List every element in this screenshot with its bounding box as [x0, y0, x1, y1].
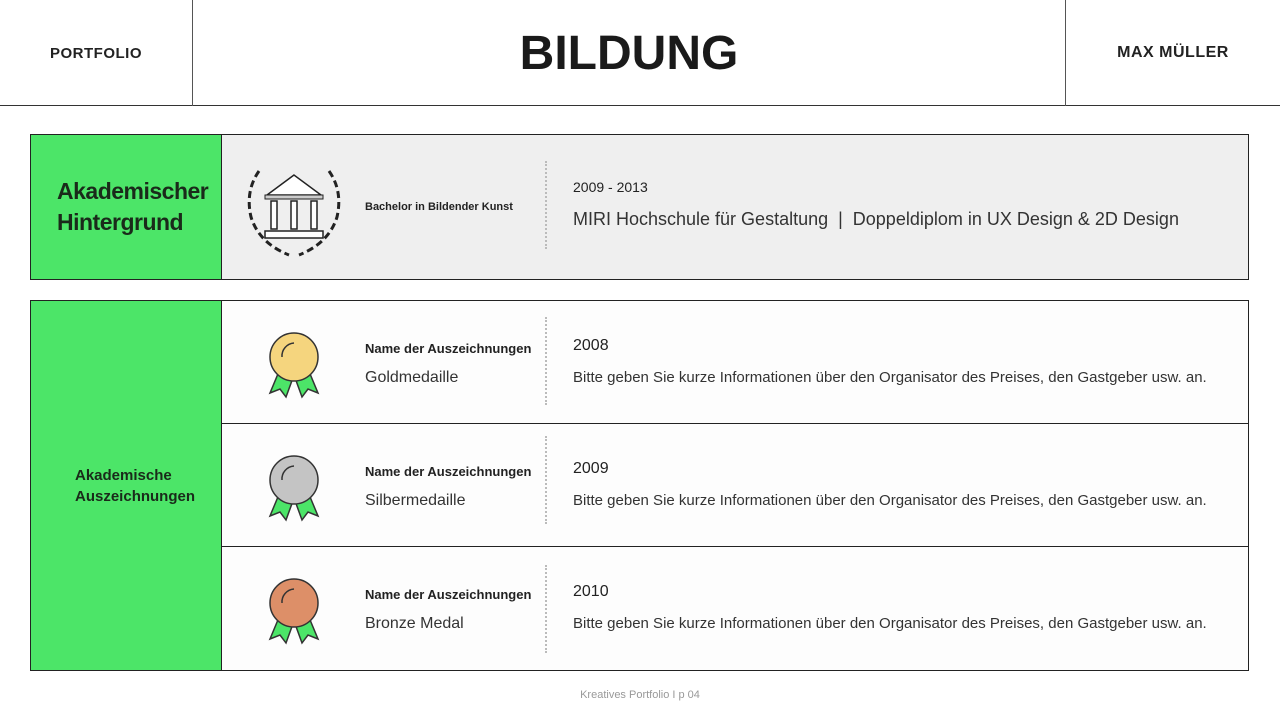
- section-label: Akademischer Hintergrund: [31, 135, 222, 279]
- divider: [545, 161, 547, 249]
- degree: Bachelor in Bildender Kunst: [365, 201, 513, 213]
- header: [0, 0, 1280, 106]
- university-laurel-icon: [239, 163, 349, 259]
- award-info: Bitte geben Sie kurze Informationen über den Organisator des Preises, den Gastgeber usw. an.: [573, 369, 1207, 386]
- silver-medal-icon: [266, 454, 322, 522]
- divider: [545, 436, 547, 524]
- award-name-label: Name der Auszeichnungen: [365, 587, 532, 602]
- award-name: Silbermedaille: [365, 492, 466, 509]
- awards-section: [30, 300, 1249, 671]
- award-name-label: Name der Auszeichnungen: [365, 464, 532, 479]
- award-row: [222, 547, 1248, 670]
- page-title: BILDUNG: [519, 26, 739, 80]
- bronze-medal-icon: [266, 577, 322, 645]
- portfolio-label: PORTFOLIO: [0, 0, 193, 106]
- award-name: Bronze Medal: [365, 615, 464, 632]
- academic-background-section: [30, 134, 1249, 280]
- author-name: MAX MÜLLER: [1065, 0, 1280, 106]
- award-info: Bitte geben Sie kurze Informationen über den Organisator des Preises, den Gastgeber usw. an.: [573, 492, 1207, 509]
- award-row: [222, 424, 1248, 547]
- award-row: [222, 301, 1248, 424]
- gold-medal-icon: [266, 331, 322, 399]
- award-year: 2008: [573, 337, 609, 354]
- award-year: 2009: [573, 460, 609, 477]
- section-label: Akademische Auszeichnungen: [31, 301, 222, 670]
- award-name: Goldmedaille: [365, 369, 459, 386]
- years: 2009 - 2013: [573, 179, 648, 195]
- divider: [545, 565, 547, 653]
- award-year: 2010: [573, 583, 609, 600]
- award-info: Bitte geben Sie kurze Informationen über den Organisator des Preises, den Gastgeber usw. an.: [573, 615, 1207, 632]
- divider: [545, 317, 547, 405]
- school: MIRI Hochschule für Gestaltung | Doppeldiplom in UX Design & 2D Design: [573, 209, 1179, 229]
- award-name-label: Name der Auszeichnungen: [365, 341, 532, 356]
- footer: Kreatives Portfolio I p 04: [580, 689, 700, 701]
